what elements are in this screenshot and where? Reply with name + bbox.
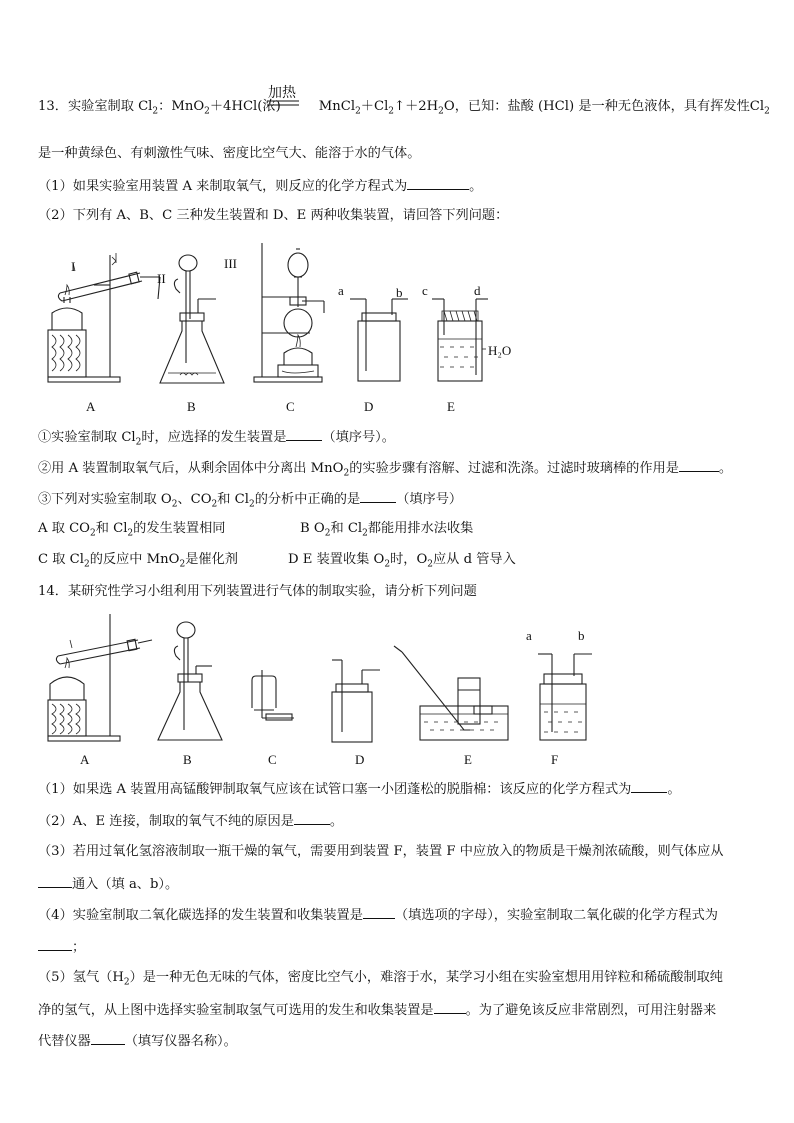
- fig13-label-b: B: [187, 399, 196, 414]
- fig14-label-e: E: [464, 752, 472, 767]
- q14-part1: （1）如果选 A 装置用高锰酸钾制取氧气应该在试管口塞一小团蓬松的脱脂棉：该反应的化学方程式为 。: [38, 779, 681, 799]
- tube-label-c: c: [422, 283, 428, 298]
- q13-option-b: B $O_2$和 $Cl_2$都能用排水法收集: [300, 521, 474, 539]
- q14-part3-line1: （3）若用过氧化氢溶液制取一瓶干燥的氧气，需要用到装置 F，装置 F 中应放入的物质是干燥剂浓硫酸，则气体应从: [38, 844, 724, 859]
- q13-part2: （2）下列有 A、B、C 三种发生装置和 D、E 两种收集装置，请回答下列问题：: [38, 208, 509, 223]
- roman-label-1: I: [71, 259, 76, 274]
- fig14-label-c: C: [268, 752, 277, 767]
- q13-option-a: A 取 $CO_2$和 $Cl_2$的发生装置相同: [38, 521, 226, 539]
- q13-option-c: C 取 $Cl_2$的反应中 MnO$_2$是催化剂: [38, 552, 238, 570]
- reaction-condition: 加热: [268, 85, 296, 101]
- q13-line1: 13．实验室制取 $Cl_2$：MnO$_2$＋4HCl(浓) $MnCl_2+Cl_2↑+2H_2O$，已知：盐酸 (HCl) 是一种无色液体，具有挥发性$Cl_2$: [38, 99, 770, 117]
- roman-label-2: II: [157, 271, 166, 286]
- apparatus-f-14: [538, 654, 592, 740]
- q13-option-d: D E 装置收集 $O_2$时，$O_2$应从 d 管导入: [288, 552, 516, 570]
- apparatus-e-14: [394, 646, 508, 740]
- apparatus-c-14: [252, 670, 294, 720]
- roman-label-3: III: [224, 256, 237, 271]
- q13-sub1: ①实验室制取 $Cl_2$时，应选择的发生装置是 （填序号）。: [38, 427, 395, 452]
- apparatus-b-13: [160, 255, 224, 383]
- q14-part5-line3: 代替仪器 （填写仪器名称）。: [38, 1031, 237, 1051]
- q14-part4-line1: （4）实验室制取二氧化碳选择的发生装置和收集装置是 （填选项的字母），实验室制取二氧化碳的化学方程式为: [38, 905, 718, 925]
- apparatus-b-14: [158, 622, 222, 740]
- apparatus-a-14: [48, 614, 152, 741]
- fig13-label-d: D: [364, 399, 374, 414]
- apparatus-e-13: [432, 299, 488, 381]
- fig14-label-b: B: [183, 752, 192, 767]
- q13-sub2: ②用 A 装置制取氧气后，从剩余固体中分离出 MnO$_2$的实验步骤有溶解、过滤和洗涤。过滤时玻璃棒的作用是 。: [38, 458, 732, 483]
- fig13-label-a: A: [86, 399, 96, 414]
- q13-apparatus-figure: [40, 235, 520, 395]
- tube-label-b: b: [396, 285, 403, 300]
- fig14-label-f: F: [551, 752, 559, 767]
- q14-part5-line1: （5）氢气$(H_2)$是一种无色无味的气体，密度比空气小，难溶于水，某学习小组在实验室想用用锌粒和稀硫酸制取纯: [38, 970, 723, 988]
- q14-part4-line2: ；: [38, 937, 85, 957]
- q14-part3-line2: 通入（填 a、b）。: [38, 874, 178, 894]
- fig13-label-e: E: [447, 399, 455, 414]
- tube-label-d: d: [474, 283, 481, 298]
- q13-part1: （1）如果实验室用装置 A 来制取氧气，则反应的化学方程式为 。: [38, 176, 482, 196]
- q14-part5-line2: 净的氢气，从上图中选择实验室制取氢气可选用的发生和收集装置是 。为了避免该反应非常剧烈，可用注射器来: [38, 1000, 716, 1020]
- apparatus-d-14: [332, 660, 380, 742]
- f-tube-label-b: b: [578, 628, 585, 643]
- q14-title: 14．某研究性学习小组利用下列装置进行气体的制取实验，请分析下列问题: [38, 584, 477, 599]
- apparatus-a-13: [48, 253, 160, 382]
- apparatus-c-13: [254, 243, 324, 382]
- q14-part2: （2）A、E 连接，制取的氧气不纯的原因是 。: [38, 811, 343, 831]
- fig14-label-d: D: [355, 752, 365, 767]
- apparatus-d-13: [350, 299, 408, 381]
- q14-apparatus-figure: [40, 610, 600, 750]
- water-label: H₂O: [488, 343, 512, 358]
- fig14-label-a: A: [80, 752, 90, 767]
- f-tube-label-a: a: [526, 628, 532, 643]
- q13-line2: 是一种黄绿色、有刺激性气味、密度比空气大、能溶于水的气体。: [38, 146, 421, 161]
- q13-sub3: ③下列对实验室制取 $O_2$、$CO_2$和 $Cl_2$的分析中正确的是 （填序号）: [38, 489, 462, 514]
- tube-label-a: a: [338, 283, 344, 298]
- fig13-label-c: C: [286, 399, 295, 414]
